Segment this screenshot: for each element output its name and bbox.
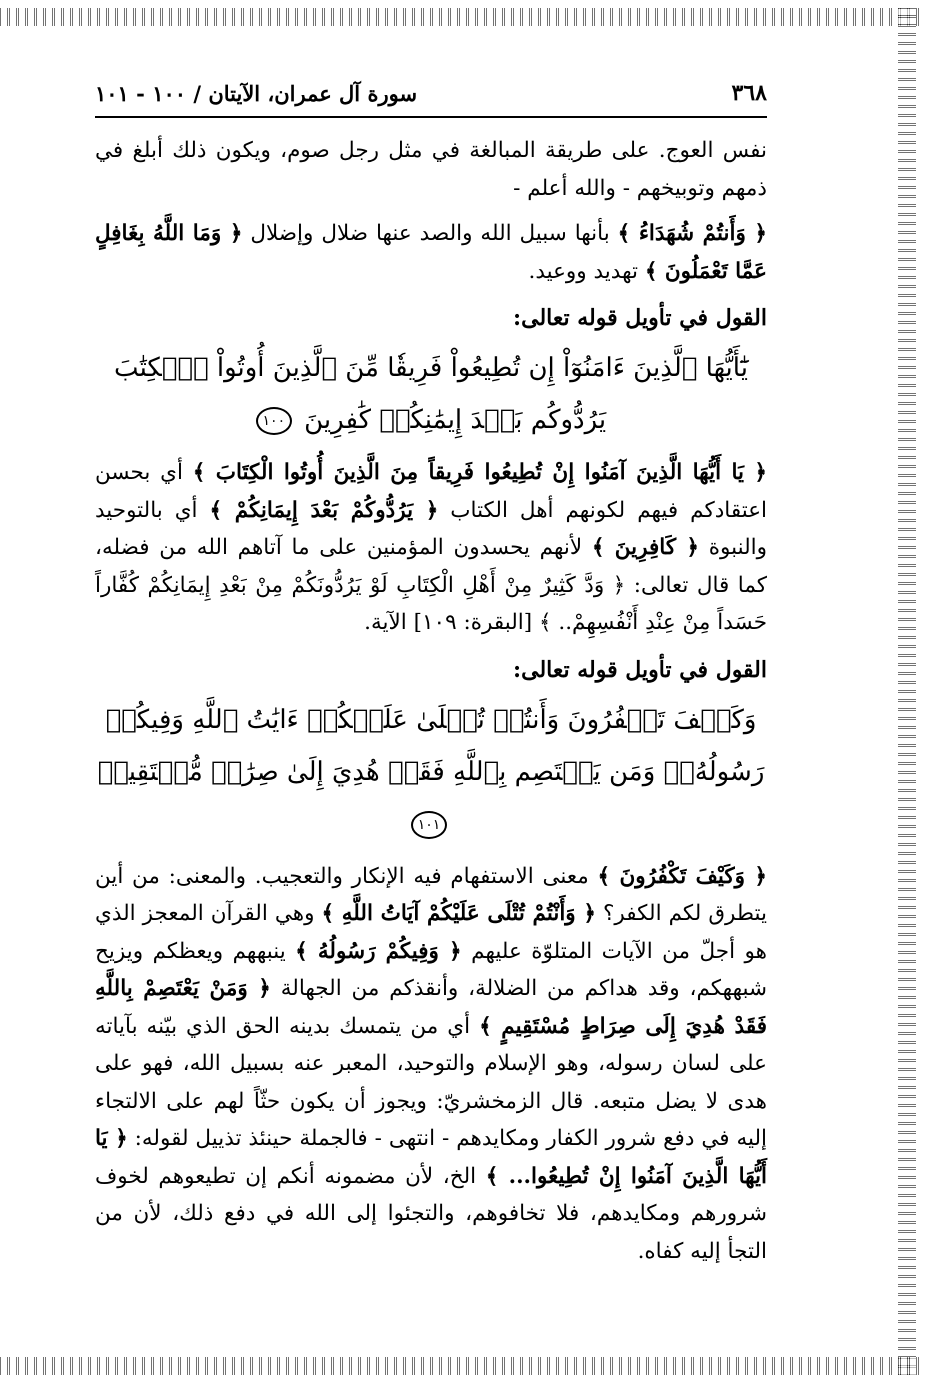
verse-text: يَٰٓأَيُّهَا ٱلَّذِينَ ءَامَنُوٓاْ إِن تُطِيعُواْ فَرِيقٗا مِّنَ ٱلَّذِينَ أُوتُواْ ٱلۡكِتَٰبَ يَرُدُّوكُم بَعۡدَ إِيمَٰنِكُمۡ كَٰفِرِينَ <box>114 353 748 435</box>
commentary-text: أي من يتمسك بدينه الحق الذي بيّنه بآياته على لسان رسوله، وهو الإسلام والتوحيد، المعبر عنه بسبيل الله، فهو على هدى لا يضل متبعه. قال الزمخشريّ: ويجوز أن يكون حثّاً لهم على الالتجاء إليه في دفع شرور الكفار ومكايدهم - انتهى - فالجملة حينئذ تذييل لقوله: <box>95 1013 767 1151</box>
quran-quote: ﴿ يَا أَيُّهَا الَّذِينَ آمَنُوا إِنْ تُطِيعُوا... ﴾ <box>95 1126 767 1189</box>
commentary-text: الخ، لأن مضمونه أنكم إن تطيعوهم لخوف شرورهم ومكايدهم، فلا تخافوهم، والتجئوا إلى الله في دفع ذلك، لأن من التجأ إليه كفاه. <box>95 1163 767 1264</box>
ayah-number-mark: ١٠٠ <box>256 407 292 435</box>
quran-quote: ﴿ وَكَيْفَ تَكْفُرُونَ ﴾ <box>597 863 767 889</box>
commentary-text: أي بحسن اعتقادكم فيهم لكونهم أهل الكتاب <box>95 460 767 523</box>
paragraph-1: نفس العوج. على طريقة المبالغة في مثل رجل صوم، ويكون ذلك أبلغ في ذمهم وتوبيخهم - والله أعلم - <box>95 138 767 201</box>
quran-quote: ﴿ وَفِيكُمْ رَسُولُهُ ﴾ <box>295 938 462 964</box>
quran-quote: ﴿ كَافِرِينَ ﴾ <box>591 535 700 560</box>
top-ornament-border <box>0 8 920 26</box>
right-ornament-border <box>898 8 916 1375</box>
commentary-text: ينبههم ويعظكم ويزيح شبههكم، وقد هداكم من الضلالة، وأنقذكم من الجهالة <box>95 938 767 1001</box>
commentary-text: بأنها سبيل الله والصد عنها ضلال وإضلال <box>242 221 618 246</box>
quran-quote: ﴿ وَمَا اللَّهُ بِغَافِلٍ عَمَّا تَعْمَلُونَ ﴾ <box>95 221 767 284</box>
verse-100 <box>95 342 767 446</box>
bottom-ornament-border <box>0 1357 920 1375</box>
quran-quote: ﴿ يَرُدُّوكُمْ بَعْدَ إِيمَانِكُمْ ﴾ <box>209 497 439 523</box>
commentary-text: وهي القرآن المعجز الذي هو أجلّ من الآيات المتلوّة عليهم <box>95 901 767 964</box>
commentary-text: تهديد ووعيد. <box>528 258 645 284</box>
paragraph-2 <box>95 215 767 290</box>
page-content <box>95 80 767 1270</box>
running-title: سورة آل عمران، الآيتان / ١٠٠ - ١٠١ <box>95 81 418 106</box>
paragraph-4 <box>95 858 767 1271</box>
section-heading-2: القول في تأويل قوله تعالى: <box>513 656 767 683</box>
quran-quote: ﴿ وَأَنْتُمْ تُتْلَى عَلَيْكُمْ آيَاتُ اللَّهِ ﴾ <box>321 901 596 926</box>
ayah-number-mark: ١٠١ <box>411 811 447 839</box>
page-number: ٣٦٨ <box>731 80 767 106</box>
commentary-text: أي بالتوحيد والنبوة <box>95 497 767 560</box>
paragraph-3 <box>95 454 767 642</box>
quran-quote: ﴿ وَأَنتُمْ شُهَدَاءُ ﴾ <box>617 221 767 246</box>
quran-quote: ﴿ وَمَنْ يَعْتَصِمْ بِاللَّهِ فَقَدْ هُدِيَ إِلَى صِرَاطٍ مُسْتَقِيمٍ ﴾ <box>95 976 767 1039</box>
verse-text: وَكَيۡفَ تَكۡفُرُونَ وَأَنتُمۡ تُتۡلَىٰ عَلَيۡكُمۡ ءَايَٰتُ ٱللَّهِ وَفِيكُمۡ رَسُولُهُۥۗ وَمَن يَعۡتَصِم بِٱللَّهِ فَقَدۡ هُدِيَ إِلَىٰ صِرَٰطٖ مُّسۡتَقِيمٖ <box>97 704 765 787</box>
quran-quote: ﴿ يَا أَيُّهَا الَّذِينَ آمَنُوا إِنْ تُطِيعُوا فَرِيقاً مِنَ الَّذِينَ أُوتُوا الْكِتَابَ ﴾ <box>192 460 767 485</box>
section-heading-1: القول في تأويل قوله تعالى: <box>513 305 767 331</box>
commentary-text: لأنهم يحسدون المؤمنين على ما آتاهم الله من فضله، كما قال تعالى: ﴿ وَدَّ كَثِيرٌ مِنْ أَهْلِ الْكِتَابِ لَوْ يَرُدُّونَكُمْ مِنْ بَعْدِ إِيمَانِكُمْ كُفَّاراً حَسَداً مِنْ عِنْدِ أَنْفُسِهِمْ.. ﴾ [البقرة: ١٠٩] الآية. <box>95 535 767 635</box>
commentary-text: معنى الاستفهام فيه الإنكار والتعجيب. والمعنى: من أين يتطرق لكم الكفر؟ <box>95 863 767 926</box>
page-header <box>95 80 767 118</box>
verse-101 <box>95 694 767 850</box>
